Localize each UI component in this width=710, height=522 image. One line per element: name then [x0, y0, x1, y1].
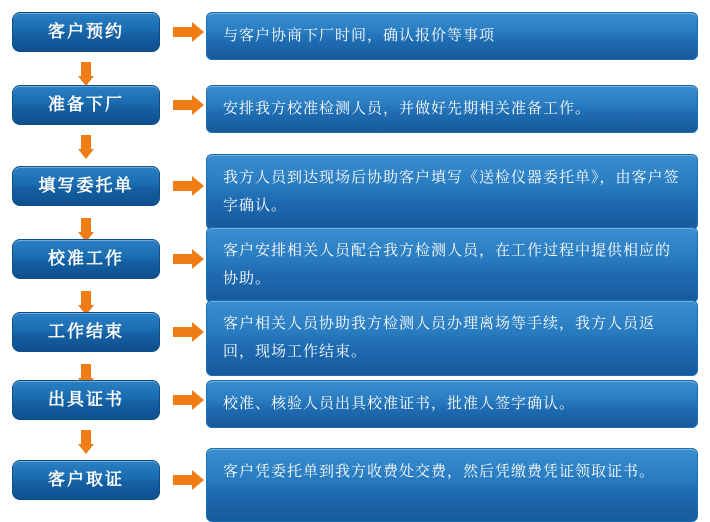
desc-box-4: 客户安排相关人员配合我方检测人员，在工作过程中提供相应的协助。: [206, 227, 698, 303]
desc-box-5: 客户相关人员协助我方检测人员办理离场等手续，我方人员返回，现场工作结束。: [206, 300, 698, 376]
desc-box-6: 校准、核验人员出具校准证书，批准人签字确认。: [206, 380, 698, 428]
desc-box-2: 安排我方校准检测人员，并做好先期相关准备工作。: [206, 85, 698, 133]
flow-row-6: [0, 380, 710, 428]
flow-row-4: [0, 227, 710, 303]
flow-row-2: [0, 85, 710, 133]
flow-row-1: [0, 12, 710, 60]
step-box-3: 填写委托单: [12, 166, 160, 206]
arrow-right-5: [160, 300, 206, 364]
arrow-right-icon: [173, 475, 193, 485]
flow-row-3: [0, 154, 710, 230]
arrow-down-1: [78, 62, 94, 86]
desc-box-1: 与客户协商下厂时间，确认报价等事项: [206, 12, 698, 60]
step-box-6: 出具证书: [12, 380, 160, 420]
step-box-7: 客户取证: [12, 460, 160, 500]
step-box-2: 准备下厂: [12, 85, 160, 125]
flow-row-7: [0, 448, 710, 522]
flow-row-5: [0, 300, 710, 376]
arrow-right-6: [160, 380, 206, 420]
arrow-right-2: [160, 85, 206, 125]
step-box-1: 客户预约: [12, 12, 160, 52]
arrow-right-icon: [173, 395, 193, 405]
step-box-4: 校准工作: [12, 239, 160, 279]
arrow-down-stem: [81, 62, 91, 76]
arrow-right-icon: [173, 181, 193, 191]
arrow-right-4: [160, 227, 206, 291]
arrow-right-3: [160, 154, 206, 218]
arrow-down-stem: [81, 135, 91, 149]
arrow-down-stem: [81, 430, 91, 444]
desc-box-3: 我方人员到达现场后协助客户填写《送检仪器委托单》，由客户签字确认。: [206, 154, 698, 230]
arrow-right-icon: [173, 327, 193, 337]
step-box-5: 工作结束: [12, 312, 160, 352]
arrow-down-stem: [81, 364, 91, 378]
arrow-right-icon: [173, 100, 193, 110]
arrow-right-1: [160, 12, 206, 52]
desc-box-7: 客户凭委托单到我方收费处交费，然后凭缴费凭证领取证书。: [206, 448, 698, 522]
arrow-right-icon: [173, 254, 193, 264]
arrow-right-7: [160, 448, 206, 512]
arrow-right-icon: [173, 27, 193, 37]
